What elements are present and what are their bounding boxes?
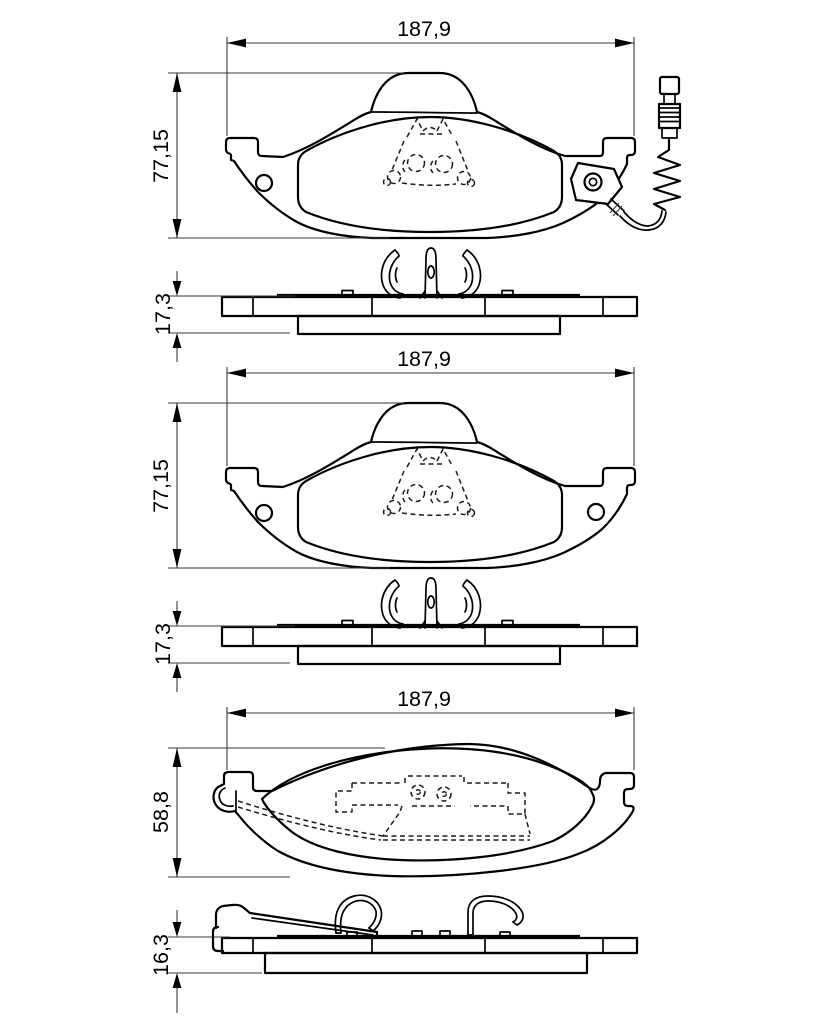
dim-height-label-3: 58,8: [149, 791, 173, 833]
side-friction-block-low: [265, 953, 587, 973]
dim-width-label-1: 187,9: [397, 17, 451, 41]
dim-width-label-2: 187,9: [397, 347, 451, 371]
retaining-hook-clip-right: [468, 896, 523, 935]
pad-set-3: [149, 687, 637, 1013]
wear-sensor: [571, 77, 680, 230]
dim-thickness-label-1: 17,3: [151, 293, 175, 335]
side-tab-2: [412, 931, 422, 936]
dim-width-2: [227, 347, 634, 466]
right-mounting-hole: [588, 504, 604, 520]
pad-set-2: [149, 347, 637, 692]
backing-plate-outline-low: [214, 744, 634, 876]
side-plate-joints-low: [253, 938, 603, 953]
side-tab-4: [500, 932, 510, 937]
side-tab-3: [440, 931, 450, 936]
dim-width-1: [227, 17, 634, 136]
dim-height-1: [149, 73, 404, 238]
dim-height-3: [149, 748, 385, 877]
dim-width-3: [227, 687, 634, 770]
dim-thickness-label-3: 16,3: [149, 934, 173, 976]
dim-height-label-1: 77,15: [149, 129, 173, 183]
dim-thickness-3: [149, 910, 262, 1013]
sensor-cable-coil: [654, 138, 680, 210]
dim-width-label-3: 187,9: [397, 687, 451, 711]
pad-set-1: [149, 17, 680, 362]
side-backing-plate-low: [222, 938, 637, 953]
side-view-low: [213, 895, 637, 973]
ear-hook-inner-line: [219, 788, 233, 806]
sensor-connector: [659, 77, 680, 138]
dim-height-2: [149, 403, 404, 568]
dim-thickness-label-2: 17,3: [151, 623, 175, 665]
friction-pad-outline-low: [262, 748, 594, 860]
side-wedge-shim: [213, 905, 377, 951]
dim-height-label-2: 77,15: [149, 459, 173, 513]
